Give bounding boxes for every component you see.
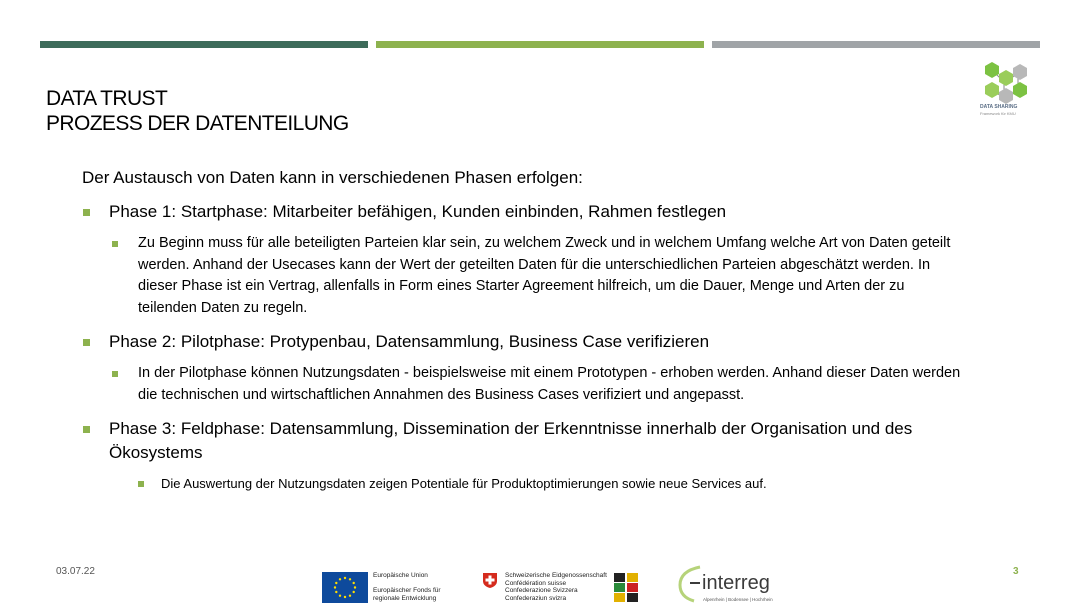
eu-flag-icon xyxy=(322,572,368,603)
phase-3-detail: Die Auswertung der Nutzungsdaten zeigen Potentiale für Produktoptimierungen sowie neue Services auf. xyxy=(138,474,962,493)
slide-title xyxy=(46,86,349,136)
title-line-1: DATA TRUST xyxy=(46,87,168,110)
slide-body xyxy=(82,166,962,493)
canton-crests-icon xyxy=(613,572,639,604)
page-number: 3 xyxy=(1013,566,1019,577)
phase-1-detail: Zu Beginn muss für alle beteiligten Parteien klar sein, zu welchem Zweck und in welchem Umfang welche Art von Daten geteilt werden. Anhand der Usecases kann der Wert der geteilten Daten für die unterschiedlichen Parteien abgeschätzt werden. In dieser Phase ist ein Vertrag, allenfalls in Form eines Starter Agreement hilfreich, um die Dauer, Menge und Arten der zu teilenden Daten zu regeln. xyxy=(110,233,962,319)
swiss-crest-icon xyxy=(482,572,498,588)
phase-2-detail: In der Pilotphase können Nutzungsdaten - beispielsweise mit einem Prototypen - erhoben werden. Anhand dieser Daten werden die technischen und wirtschaftlichen Annahmen des Business Cases verifiziert und angepasst. xyxy=(110,363,962,406)
header-bar-green xyxy=(376,41,704,48)
logo-subtitle: Framework für KMU xyxy=(980,111,1016,116)
interreg-logo-icon xyxy=(670,563,706,603)
phase-2-heading: Phase 2: Pilotphase: Protypenbau, Datensammlung, Business Case verifizieren xyxy=(82,330,962,354)
swiss-confederation-label: Schweizerische Eidgenossenschaft Confédération suisse Confederazione Svizzera Confederaziun svizra xyxy=(505,572,607,602)
header-bar-grey xyxy=(712,41,1040,48)
phase-1-heading: Phase 1: Startphase: Mitarbeiter befähigen, Kunden einbinden, Rahmen festlegen xyxy=(82,200,962,224)
intro-text: Der Austausch von Daten kann in verschiedenen Phasen erfolgen: xyxy=(82,168,583,187)
header-bar-dark xyxy=(40,41,368,48)
footer-date: 03.07.22 xyxy=(56,566,95,577)
title-line-2: PROZESS DER DATENTEILUNG xyxy=(46,112,349,135)
interreg-label: interreg xyxy=(702,572,770,594)
logo-name: DATA SHARING xyxy=(980,104,1018,110)
eu-label: Europäische Union Europäischer Fonds für regionale Entwicklung xyxy=(373,572,441,602)
interreg-sublabel: Alpenrhein | Bodensee | Hochrhein xyxy=(703,597,773,602)
phase-3-heading: Phase 3: Feldphase: Datensammlung, Dissemination der Erkenntnisse innerhalb der Organisation und des Ökosystems xyxy=(82,417,962,465)
